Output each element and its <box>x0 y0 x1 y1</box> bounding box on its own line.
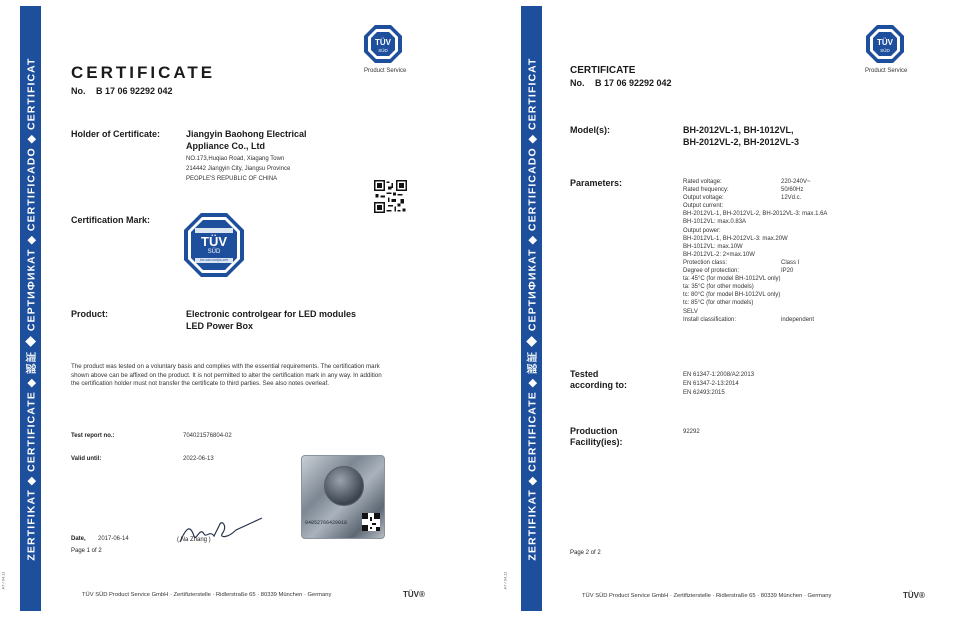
cert-mark-label: Certification Mark: <box>71 215 151 225</box>
param-key: tc: 85°C (for other models) <box>683 300 754 307</box>
valid-label: Valid until: <box>71 456 102 462</box>
params-label: Parameters: <box>570 178 623 188</box>
signature-name: ( Na Zhang ) <box>177 537 211 543</box>
standard-1: EN 61347-1:2008/A2:2013 <box>683 372 755 378</box>
param-key: BH-1012VL: max.0.83A <box>683 219 747 226</box>
param-key: Output voltage: <box>683 195 724 202</box>
holder-label: Holder of Certificate: <box>71 129 161 139</box>
logo-caption-2: Product Service <box>865 68 908 74</box>
param-row <box>683 227 883 235</box>
address-line-2: 214442 Jiangyin City, Jiangsu Province <box>186 166 291 172</box>
params-list <box>683 178 883 324</box>
tuv-logo-icon <box>363 24 403 64</box>
param-row <box>683 283 883 291</box>
param-row <box>683 259 883 267</box>
param-key: Install classification: <box>683 316 737 323</box>
production-value: 92292 <box>683 429 700 435</box>
svg-text:SÜD: SÜD <box>880 48 890 53</box>
production-label-2: Facility(ies): <box>570 437 623 447</box>
cert-number-label: No. <box>71 86 86 96</box>
page-title-2: CERTIFICATE <box>570 65 636 76</box>
holder-name-1: Jiangyin Baohong Electrical <box>186 129 307 139</box>
standard-3: EN 62493:2015 <box>683 390 725 396</box>
footer-text-2: TÜV SÜD Product Service GmbH · Zertifizierstelle · Ridlerstraße 65 · 80339 München · Germany <box>582 593 832 599</box>
date-label: Date, <box>71 536 86 542</box>
param-value: 220-240V~ <box>781 179 811 185</box>
param-row <box>683 243 883 251</box>
valid-value: 2022-06-13 <box>183 456 214 462</box>
certificate-page-2 <box>480 0 960 629</box>
standard-2: EN 61347-2-13:2014 <box>683 381 739 387</box>
param-key: Protection class: <box>683 259 728 266</box>
hologram-seal <box>301 455 385 539</box>
footer-mark-2: TÜV® <box>903 591 925 600</box>
page-title: CERTIFICATE <box>71 63 216 82</box>
param-row <box>683 251 883 259</box>
hologram-qr-icon <box>362 513 380 531</box>
svg-text:TÜV: TÜV <box>877 38 893 47</box>
notice-paragraph: The product was tested on a voluntary basis and complies with the essential requirements. The certification mark shown above can be affixed on the product. It is not permitted to alter the certification mark in any way. In addition the certification holder must not transfer the certificate to third parties. See also notes overleaf. <box>71 363 382 388</box>
cert-number-2: B 17 06 92292 042 <box>595 78 672 88</box>
param-row <box>683 194 883 202</box>
param-value: 50/60Hz <box>781 187 804 194</box>
param-row <box>683 275 883 283</box>
models-line-1: BH-2012VL-1, BH-1012VL, <box>683 125 794 135</box>
param-row <box>683 267 883 275</box>
qr-code-icon <box>374 180 407 213</box>
param-value: 12Vd.c. <box>781 195 802 202</box>
param-key: ta: 45°C (for model BH-1012VL only) <box>683 276 781 283</box>
page-number: Page 1 of 2 <box>71 548 102 554</box>
report-value: 704021576804-02 <box>183 433 232 439</box>
cert-number-label-2: No. <box>570 78 585 88</box>
address-line-3: PEOPLE'S REPUBLIC OF CHINA <box>186 176 278 182</box>
date-value: 2017-06-14 <box>98 536 129 542</box>
param-row <box>683 178 883 186</box>
product-line-2: LED Power Box <box>186 321 254 331</box>
production-label-1: Production <box>570 426 618 436</box>
side-code-2: A7 / 04.11 <box>502 571 508 590</box>
param-key: BH-1012VL: max.10W <box>683 243 743 250</box>
param-key: ta: 35°C (for other models) <box>683 284 754 291</box>
param-key: Output power: <box>683 227 721 234</box>
models-label: Model(s): <box>570 125 610 135</box>
param-value: IP20 <box>781 268 794 275</box>
param-row <box>683 202 883 210</box>
param-row <box>683 210 883 218</box>
param-value: Class I <box>781 259 800 266</box>
address-line-1: NO.173,Huqiao Road, Xiagang Town <box>186 156 285 162</box>
param-key: Output current: <box>683 203 724 210</box>
page-number-2: Page 2 of 2 <box>570 550 601 556</box>
mark-text: TÜV <box>201 234 227 249</box>
param-row <box>683 299 883 307</box>
holder-name-2: Appliance Co., Ltd <box>186 141 266 151</box>
mark-sub: SÜD <box>207 249 221 255</box>
footer-mark: TÜV® <box>403 590 425 599</box>
param-key: BH-2012VL-1, BH-2012VL-2, BH-2012VL-3: max.1.6A <box>683 211 828 218</box>
param-key: SELV <box>683 308 698 315</box>
footer-text: TÜV SÜD Product Service GmbH · Zertifizierstelle · Ridlerstraße 65 · 80339 München · Germany <box>82 592 332 598</box>
hologram-disc-icon <box>324 466 364 506</box>
side-band-2 <box>521 6 542 611</box>
product-line-1: Electronic controlgear for LED modules <box>186 309 357 319</box>
report-label: Test report no.: <box>71 433 115 439</box>
side-code: A7 / 04.11 <box>0 571 6 590</box>
hologram-code: 04052766420018 <box>305 520 348 526</box>
product-label: Product: <box>71 309 108 319</box>
param-row <box>683 186 883 194</box>
certification-mark <box>183 212 245 278</box>
svg-text:TÜV: TÜV <box>375 38 391 47</box>
tuv-logo-icon-2 <box>865 24 905 64</box>
param-row <box>683 308 883 316</box>
side-band <box>20 6 41 611</box>
param-row <box>683 218 883 226</box>
param-row <box>683 291 883 299</box>
param-row <box>683 316 883 324</box>
tested-label-2: according to: <box>570 380 628 390</box>
param-value: independent <box>781 316 815 323</box>
svg-text:SÜD: SÜD <box>378 48 388 53</box>
mark-url: tuv-sud.com/ps-cert <box>200 258 228 262</box>
logo-caption: Product Service <box>364 68 407 74</box>
models-line-2: BH-2012VL-2, BH-2012VL-3 <box>683 137 800 147</box>
param-key: BH-2012VL-2: 2×max.10W <box>683 251 755 258</box>
param-key: Rated frequency: <box>683 187 729 194</box>
tested-label-1: Tested <box>570 369 599 379</box>
param-key: BH-2012VL-1, BH-2012VL-3: max.20W <box>683 235 788 242</box>
band-text: ZERTIFIKAT ◆ CERTIFICATE ◆ 認証 ◆ СЕРТИФИКАТ ◆ CERTIFICADO ◆ CERTIFICAT <box>25 56 37 561</box>
param-key: Rated voltage: <box>683 179 722 185</box>
param-key: Degree of protection: <box>683 268 740 275</box>
param-row <box>683 235 883 243</box>
param-key: tc: 80°C (for model BH-1012VL only) <box>683 292 781 299</box>
cert-number: B 17 06 92292 042 <box>96 86 173 96</box>
band-text-2: ZERTIFIKAT ◆ CERTIFICATE ◆ 認証 ◆ СЕРТИФИКАТ ◆ CERTIFICADO ◆ CERTIFICAT <box>526 56 538 561</box>
